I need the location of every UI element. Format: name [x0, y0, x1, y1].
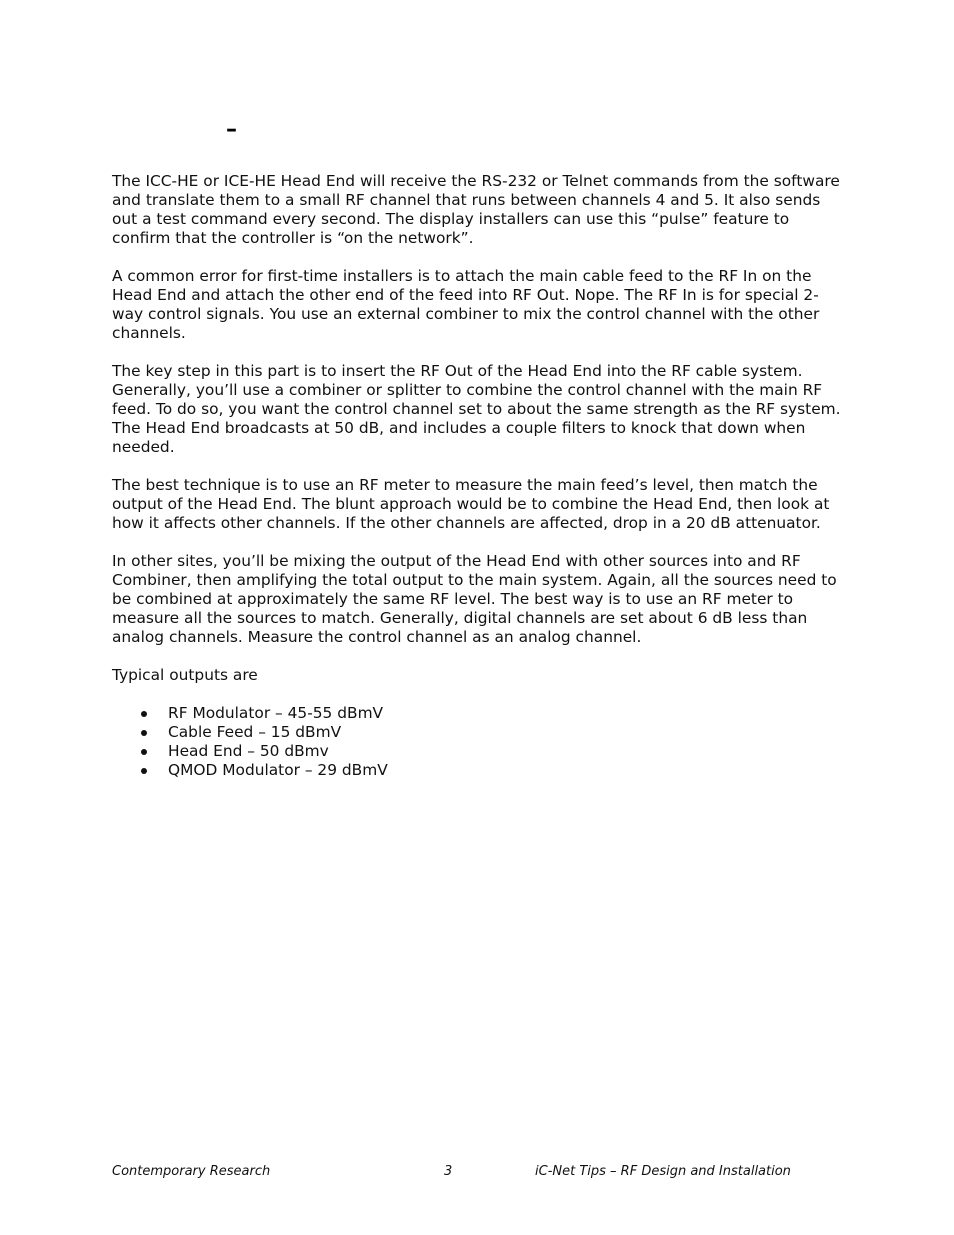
bullet-dot-icon — [141, 711, 147, 717]
footer-page-number: 3 — [444, 1164, 453, 1179]
paragraph-typical-outputs-intro: Typical outputs are — [112, 666, 258, 684]
list-item — [112, 704, 842, 723]
footer-document-title: iC-Net Tips – RF Design and Installation — [535, 1164, 791, 1179]
list-item — [112, 723, 842, 742]
list-item-text: RF Modulator – 45-55 dBmV — [168, 704, 384, 722]
typical-outputs-list — [112, 704, 842, 780]
section-heading-dash: – — [226, 117, 237, 142]
list-item-text: Head End – 50 dBmv — [168, 742, 329, 760]
bullet-dot-icon — [141, 768, 147, 774]
paragraph-common-error: A common error for first-time installers is to attach the main cable feed to the RF In on the Head End and attach the other end of the feed into RF Out. Nope. The RF In is for special 2-way control signals. You use an external combiner to mix the control channel with the other channels. — [112, 267, 820, 342]
bullet-dot-icon — [141, 730, 147, 736]
paragraph-other-sites: In other sites, you’ll be mixing the output of the Head End with other sources into and RF Combiner, then amplifying the total output to the main system. Again, all the sources need to be combined at approximately the same RF level. The best way is to use an RF meter to measure all the sources to match. Generally, digital channels are set about 6 dB less than analog channels. Measure the control channel as an analog channel. — [112, 552, 837, 646]
footer-company: Contemporary Research — [112, 1164, 271, 1179]
bullet-dot-icon — [141, 749, 147, 755]
page-footer — [0, 1163, 954, 1181]
list-item-text: QMOD Modulator – 29 dBmV — [168, 761, 388, 779]
list-item-text: Cable Feed – 15 dBmV — [168, 723, 342, 741]
paragraph-head-end-overview: The ICC-HE or ICE-HE Head End will receive the RS-232 or Telnet commands from the software and translate them to a small RF channel that runs between channels 4 and 5. It also sends out a test command every second. The display installers can use this “pulse” feature to confirm that the controller is “on the network”. — [112, 172, 840, 247]
list-item — [112, 742, 842, 761]
paragraph-best-technique: The best technique is to use an RF meter to measure the main feed’s level, then match the output of the Head End. The blunt approach would be to combine the Head End, then look at how it affects other channels. If the other channels are affected, drop in a 20 dB attenuator. — [112, 476, 830, 532]
list-item — [112, 761, 842, 780]
document-body — [112, 172, 842, 780]
paragraph-key-step: The key step in this part is to insert the RF Out of the Head End into the RF cable system. Generally, you’ll use a combiner or splitter to combine the control channel with the main RF feed. To do so, you want the control channel set to about the same strength as the RF system. The Head End broadcasts at 50 dB, and includes a couple filters to knock that down when needed. — [112, 362, 841, 456]
